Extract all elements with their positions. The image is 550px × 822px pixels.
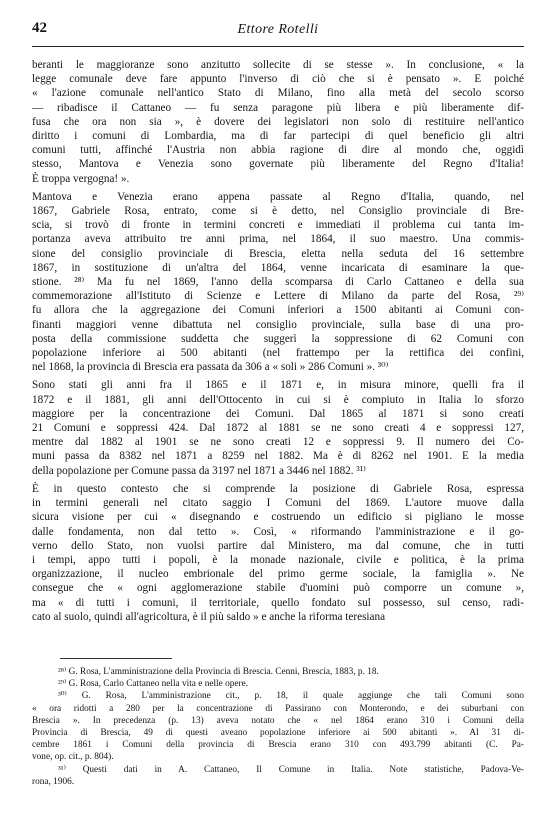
text-line: 21 Comuni e soppressi 424. Dal 1872 al 1881 se ne sono creati 4 e soppressi 127, — [32, 422, 524, 435]
text-line: beranti le maggioranze sono anzitutto sollecite di se stesse ». In conclusione, « la — [32, 59, 524, 71]
text-line: consegue che « ogni agglomerazione stabile d'uomini può comporre un comune », — [32, 582, 524, 595]
text-line: stesso, Mantova e Venezia sono governate più liberamente del Regno d'Italia! — [32, 158, 524, 171]
footnote-line: cembre 1861 i Comuni della provincia di Brescia erano 310 con 493.799 abitanti (C. Pa- — [32, 740, 524, 751]
text-line: mentre dal 1882 al 1901 se ne sono creati 12 e soppressi 9. Il numero dei Co- — [32, 436, 524, 449]
text-line: sione del consiglio provinciale di Brescia, eletta nella seduta del 16 settembre — [32, 247, 524, 260]
text-line: cato al suolo, quindi all'agricoltura, è il più saldo » e anche la riforma teresiana — [32, 610, 386, 623]
footnote-line: ²⁸⁾ G. Rosa, L'amministrazione della Provincia di Brescia. Cenni, Brescia, 1883, p. 18. — [58, 667, 379, 677]
text-line: nel 1868, la provincia di Brescia era passata da 306 a « soli » 286 Comuni ». ³⁰⁾ — [32, 361, 389, 374]
text-line: sicura visione per cui « disegnando e costruendo un edificio si pigliano le mosse — [32, 511, 524, 524]
text-line: diritto i comuni di Lombardia, ma di far partecipi di quel beneficio gli altri — [32, 130, 524, 143]
text-line: 1867, Gabriele Rosa, entrato, come si è detto, nel Consiglio provinciale di Bre- — [32, 205, 524, 218]
footnote-line: vone, op. cit., p. 804). — [32, 752, 114, 763]
page-number: 42 — [32, 20, 47, 36]
text-line: Mantova e Venezia erano appena passate al Regno d'Italia, quando, nel — [32, 190, 524, 203]
body-text — [32, 58, 524, 624]
text-line: della popolazione per Comune passa da 3197 nel 1871 a 3446 nel 1882. ³¹⁾ — [32, 464, 366, 477]
text-line: — ribadisce il Cattaneo — fu senza paragone più libera e più liberamente dif- — [32, 101, 524, 114]
text-line: portanza aveva attribuito tre anni prima, nel 1864, il suo maestro. Una commis- — [32, 233, 524, 246]
text-line: « l'azione comunale nell'antico Stato di Milano, fino alla metà del secolo scorso — [32, 87, 524, 100]
text-line: posta della commissione suddetta che suggerì la soppressione di 62 Comuni con — [32, 332, 524, 345]
footnote-line: Brescia ». In precedenza (p. 13) aveva notato che « nel 1864 erano 310 i Comuni della — [32, 715, 524, 726]
text-line: i tempi, appo tutti i popoli, è la monade nazionale, civile e politica, è la prima — [32, 553, 524, 566]
text-line: 1872 e il 1881, gli anni dell'Ottocento in cui si è compiuto in Italia lo sforzo — [32, 393, 524, 406]
text-line: fusa che ora non sia », è dovere dei legislatori non solo di restituire nell'antico — [32, 115, 524, 128]
text-line: comuni tutti, affinché l'Austria non abbia ragione di dire al mondo che, oggidì — [32, 144, 524, 157]
footnotes — [32, 666, 524, 788]
text-line: stione. ²⁸⁾ Ma fu nel 1869, l'anno della scomparsa di Carlo Cattaneo e della sua — [32, 276, 524, 289]
text-line: organizzazione, il nucleo embrionale del primo germe sociale, la famiglia ». Ne — [32, 568, 524, 581]
text-line: finanti maggiori venne dibattuta nel consiglio provinciale, sulla base di una pro- — [32, 318, 524, 331]
running-head: Ettore Rotelli — [237, 22, 319, 37]
text-line: verno dello Stato, non vuolsi partire dal Ministero, ma dal comune, che in tutti — [32, 539, 524, 552]
text-line: ma « di tutti i comuni, il territoriale, quello fondato sul possesso, sul censo, radi- — [32, 596, 524, 609]
text-line: scia, si trovò di fronte in termini concreti e immediati il problema cui tanta im- — [32, 219, 524, 232]
text-line: Sono stati gli anni fra il 1865 e il 1871 e, in misura minore, quelli fra il — [32, 379, 524, 392]
text-line: È in questo contesto che si comprende la posizione di Gabriele Rosa, espressa — [32, 482, 524, 495]
footnote-line: rona, 1906. — [32, 776, 75, 787]
footnote-separator — [60, 658, 172, 659]
text-line: fu allora che la aggregazione dei Comuni inferiori a 1500 abitanti ai Comuni con- — [32, 304, 524, 317]
text-line: È troppa vergogna! ». — [32, 172, 130, 185]
footnote-line: Provincia di Brescia, 49 di questi aveano popolazione inferiore ai 500 abitanti ». Al 31 di- — [32, 728, 524, 739]
footnote-line: « ora ridotti a 280 per la concentrazione di Passirano con Monterondo, e dei suburbani con — [32, 703, 524, 714]
page-header — [32, 20, 524, 47]
text-line: legge comunale deve fare appunto l'inverso di ciò che si è pensato ». E poiché — [32, 73, 524, 86]
text-line: maggiore per la concentrazione dei Comuni. Dal 1865 al 1871 si sono creati — [32, 407, 524, 420]
text-line: commemorazione all'Istituto di Scienze e Lettere di Milano da parte del Rosa, ²⁹⁾ — [32, 290, 524, 303]
footnote-line: ³¹⁾ Questi dati in A. Cattaneo, Il Comune in Italia. Note statistiche, Padova-Ve- — [58, 764, 524, 775]
text-line: muni passa da 8382 nel 1871 a 8259 nel 1882. Ma è di 8262 nel 1901. E la media — [32, 450, 524, 463]
footnote-line: ³⁰⁾ G. Rosa, L'amministrazione cit., p. 18, il quale aggiunge che tali Comuni sono — [58, 691, 524, 702]
text-line: 1867, in sostituzione di un'altra del 1864, venne incaricata di esaminare la que- — [32, 261, 524, 274]
text-line: dalle fondamenta, non dal tetto ». Così, « riformando l'amministrazione e il go- — [32, 525, 524, 538]
footnote-line: ²⁹⁾ G. Rosa, Carlo Cattaneo nella vita e nelle opere. — [58, 679, 249, 690]
text-line: in termini generali nel citato saggio I Comuni del 1869. L'autore muove dalla — [32, 497, 524, 510]
text-line: popolazione inferiore ai 500 abitanti (nel frattempo per la rettifica dei confini, — [32, 347, 524, 360]
